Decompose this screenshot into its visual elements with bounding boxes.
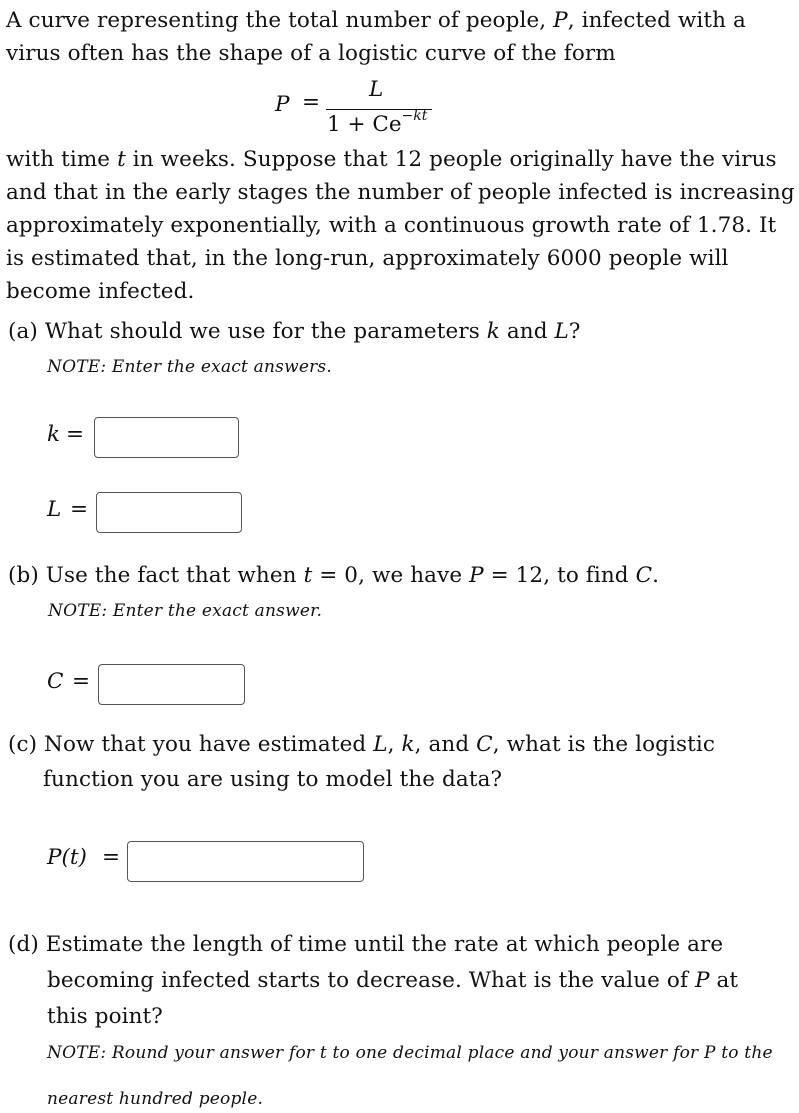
part-a-note: NOTE: Enter the exact answers. [47,357,332,377]
part-a-question: (a) What should we use for the parameters k and L? [8,319,581,344]
P-input[interactable] [127,841,364,882]
paragraph-line-4: is estimated that, in the long-run, approximately 6000 people will [6,246,729,271]
intro-line-2: virus often has the shape of a logistic curve of the form [6,41,616,66]
k-equals: = [66,422,85,447]
C-input[interactable] [98,664,245,705]
L-equals: = [70,497,89,522]
P-of-t-label: P(t) [47,845,87,870]
paragraph-line-5: become infected. [6,279,195,304]
part-c-question-line-1: (c) Now that you have estimated L, k, and C, what is the logistic [8,732,715,757]
C-label: C [47,669,64,694]
part-d-question-line-2: becoming infected starts to decrease. What is the value of P at [47,968,739,993]
part-d-question-line-1: (d) Estimate the length of time until the rate at which people are [8,932,724,957]
P-equals: = [102,845,121,870]
part-d-note-line-2: nearest hundred people. [47,1089,264,1109]
paragraph-line-2: and that in the early stages the number of people infected is increasing [6,180,795,205]
C-equals: = [72,669,91,694]
k-label: k [47,422,61,447]
part-c-question-line-2: function you are using to model the data? [43,767,503,792]
formula-denominator: $1 + Ce^{-kt}$ [327,108,428,138]
L-input[interactable] [96,492,242,533]
formula-numerator: L [369,77,384,102]
formula-eq: = [302,90,321,115]
formula-lhs: P [275,92,290,117]
part-d-note-line-1: NOTE: Round your answer for t to one decimal place and your answer for P to the [47,1043,773,1063]
part-d-question-line-3: this point? [47,1004,163,1029]
L-label: L [47,497,62,522]
k-input[interactable] [94,417,239,458]
paragraph-line-3: approximately exponentially, with a continuous growth rate of 1.78. It [6,213,777,238]
paragraph-line-1: with time t in weeks. Suppose that 12 people originally have the virus [6,147,777,172]
part-b-note: NOTE: Enter the exact answer. [48,601,323,621]
part-b-question: (b) Use the fact that when t = 0, we have P = 12, to find C. [8,563,660,588]
intro-line-1: A curve representing the total number of people, P, infected with a [6,8,746,33]
